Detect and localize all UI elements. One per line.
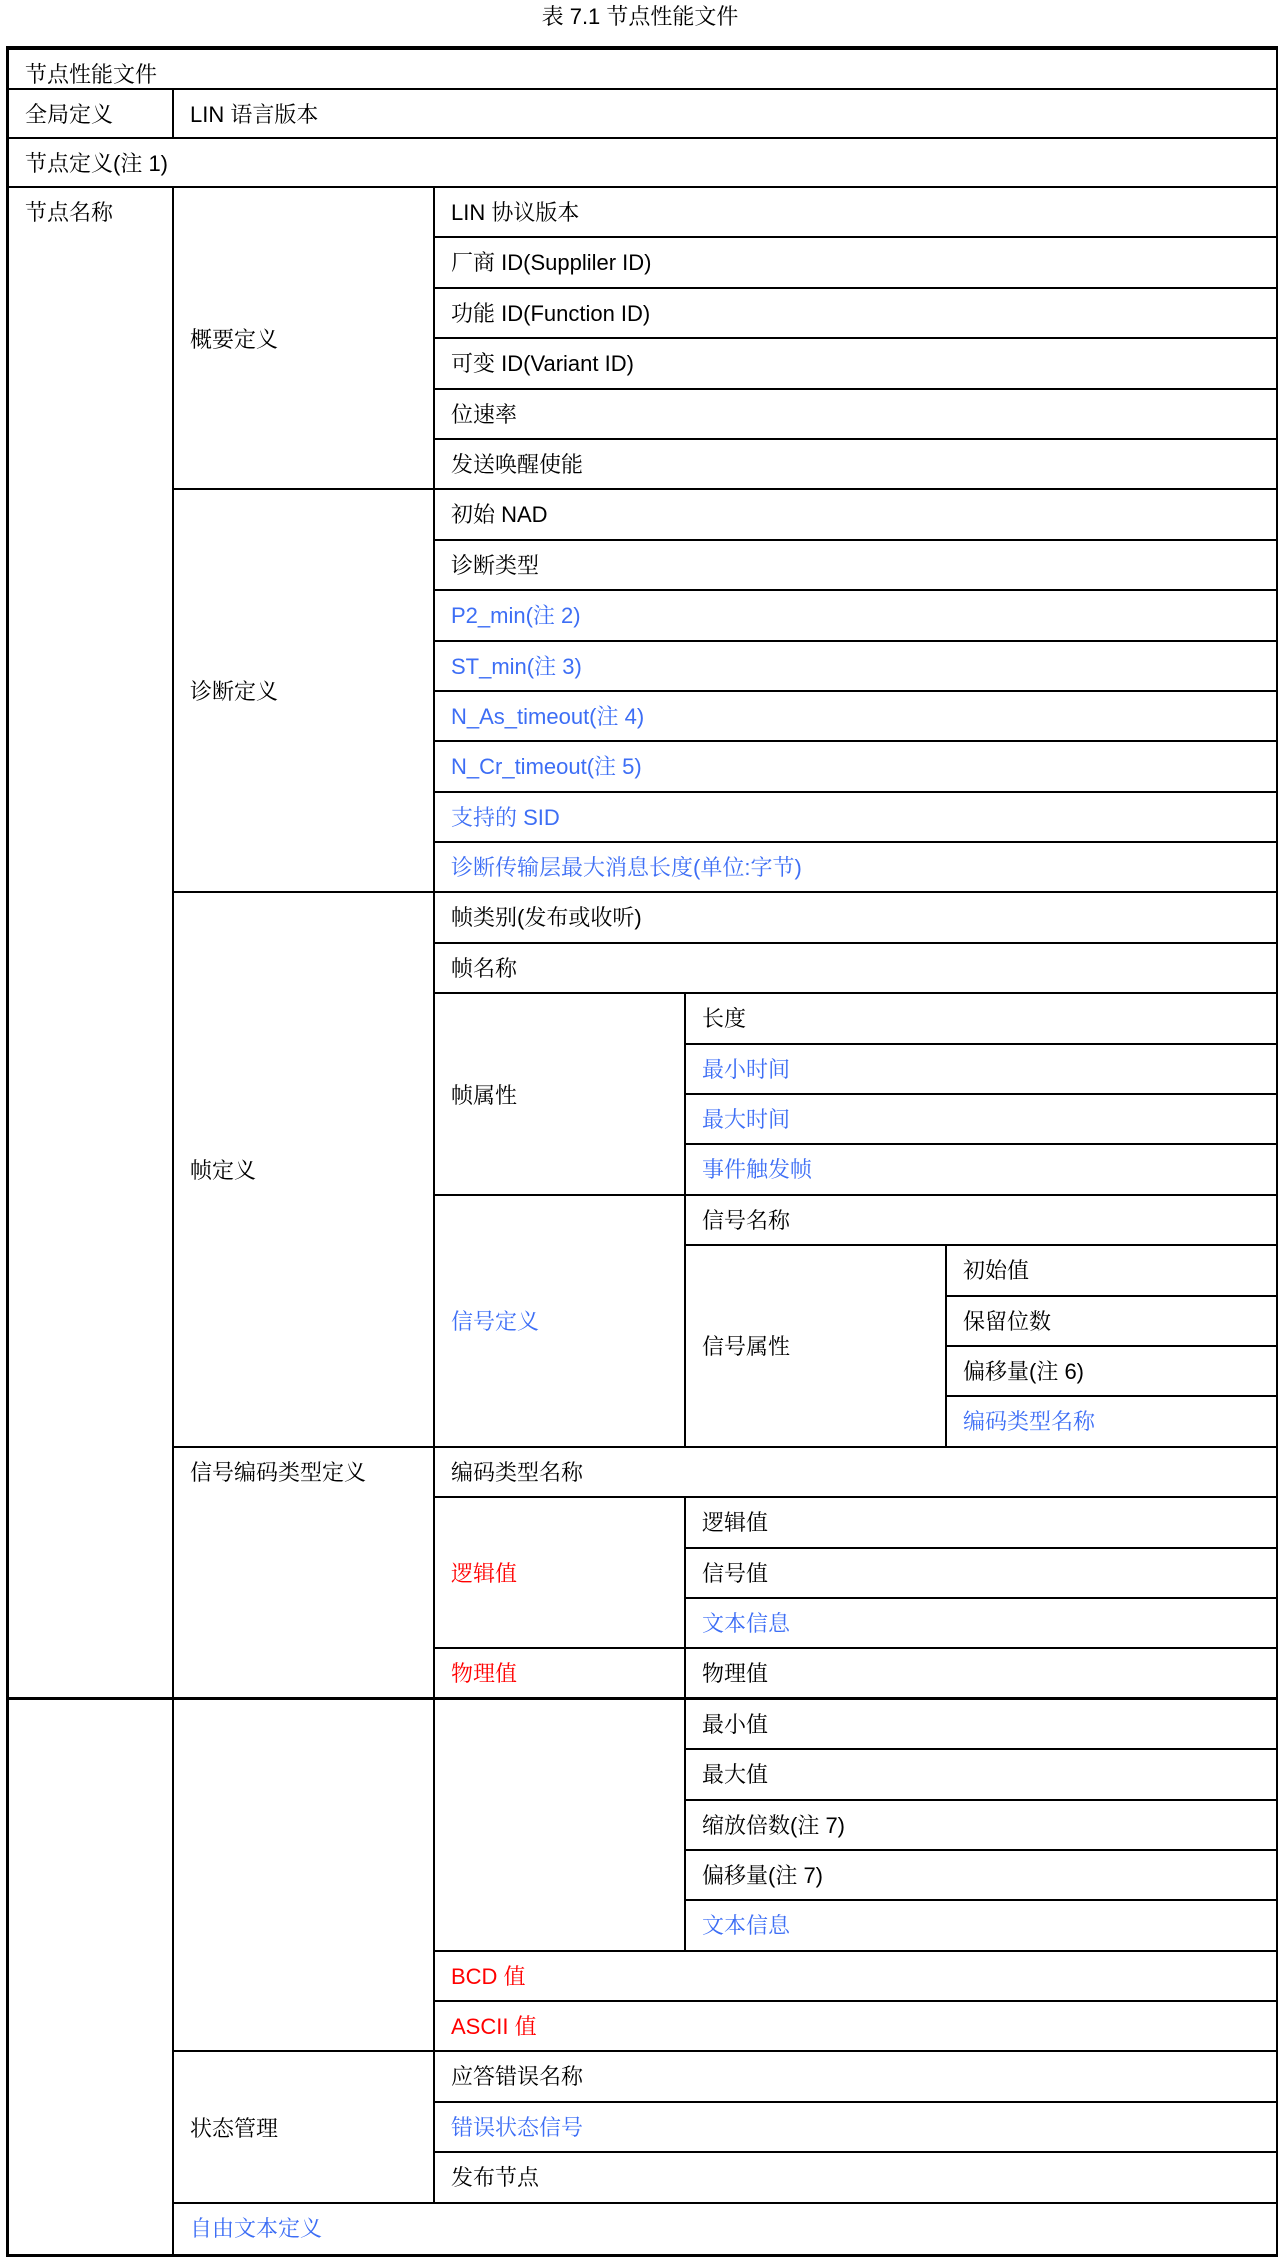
diag-item: N_As_timeout(注 4) [435, 692, 1276, 742]
free-text-def: 自由文本定义 [190, 2215, 323, 2241]
logical-item: 逻辑值 [686, 1498, 1276, 1548]
physical-item: 缩放倍数(注 7) [686, 1801, 1276, 1851]
physical-item: 文本信息 [686, 1901, 1276, 1951]
global-def-label: 全局定义 [9, 90, 174, 139]
diag-item: 诊断传输层最大消息长度(单位:字节) [435, 843, 1276, 893]
frame-attr: 最大时间 [686, 1095, 1276, 1145]
summary-item: LIN 协议版本 [435, 188, 1276, 238]
signal-attr: 编码类型名称 [947, 1397, 1276, 1447]
diag-def-label: 诊断定义 [174, 490, 435, 893]
frame-attr-label: 帧属性 [435, 994, 686, 1196]
empty-cell [174, 1700, 435, 2053]
table-heading: 节点性能文件 [9, 50, 1276, 90]
node-def-label: 节点定义(注 1) [9, 139, 1276, 188]
physical-item: 最大值 [686, 1750, 1276, 1800]
diag-item: N_Cr_timeout(注 5) [435, 742, 1276, 792]
frame-attr: 长度 [686, 994, 1276, 1044]
signal-name: 信号名称 [686, 1196, 1276, 1246]
node-name-label: 节点名称 [9, 188, 174, 1700]
physical-item: 偏移量(注 7) [686, 1851, 1276, 1901]
encoding-type-name: 编码类型名称 [435, 1448, 1276, 1498]
status-mgmt-label: 状态管理 [174, 2052, 435, 2203]
logical-item: 文本信息 [686, 1599, 1276, 1649]
summary-item: 发送唤醒使能 [435, 440, 1276, 490]
bcd-value: BCD 值 [435, 1952, 1276, 2002]
status-item: 应答错误名称 [435, 2052, 1276, 2102]
empty-cell [435, 1700, 686, 1952]
physical-value-label: 物理值 [435, 1649, 686, 1699]
signal-attr: 初始值 [947, 1246, 1276, 1296]
encoding-def-label: 信号编码类型定义 [174, 1448, 435, 1700]
summary-item: 功能 ID(Function ID) [435, 289, 1276, 339]
diag-item: 诊断类型 [435, 541, 1276, 591]
frame-def-label: 帧定义 [174, 893, 435, 1447]
frame-type: 帧类别(发布或收听) [435, 893, 1276, 943]
summary-item: 可变 ID(Variant ID) [435, 339, 1276, 389]
physical-item: 最小值 [686, 1700, 1276, 1750]
frame-name: 帧名称 [435, 944, 1276, 994]
frame-attr: 事件触发帧 [686, 1145, 1276, 1195]
status-item: 错误状态信号 [435, 2103, 1276, 2153]
frame-attr: 最小时间 [686, 1045, 1276, 1095]
logical-item: 信号值 [686, 1549, 1276, 1599]
diag-item: ST_min(注 3) [435, 642, 1276, 692]
node-capability-table [6, 46, 1278, 2257]
table-caption: 表 7.1 节点性能文件 [541, 4, 739, 29]
summary-item: 位速率 [435, 390, 1276, 440]
signal-attr: 偏移量(注 6) [947, 1347, 1276, 1397]
lin-language-version: LIN 语言版本 [174, 90, 1276, 139]
diag-item: 初始 NAD [435, 490, 1276, 540]
signal-def-label: 信号定义 [435, 1196, 686, 1448]
summary-item: 厂商 ID(Suppliler ID) [435, 238, 1276, 288]
signal-attr-label: 信号属性 [686, 1246, 947, 1448]
diag-item: P2_min(注 2) [435, 591, 1276, 641]
physical-item: 物理值 [686, 1649, 1276, 1699]
empty-cell [9, 1700, 174, 2254]
status-item: 发布节点 [435, 2153, 1276, 2203]
signal-attr: 保留位数 [947, 1297, 1276, 1347]
diag-item: 支持的 SID [435, 793, 1276, 843]
summary-def-label: 概要定义 [174, 188, 435, 490]
ascii-value: ASCII 值 [435, 2002, 1276, 2052]
logical-value-label: 逻辑值 [435, 1498, 686, 1649]
